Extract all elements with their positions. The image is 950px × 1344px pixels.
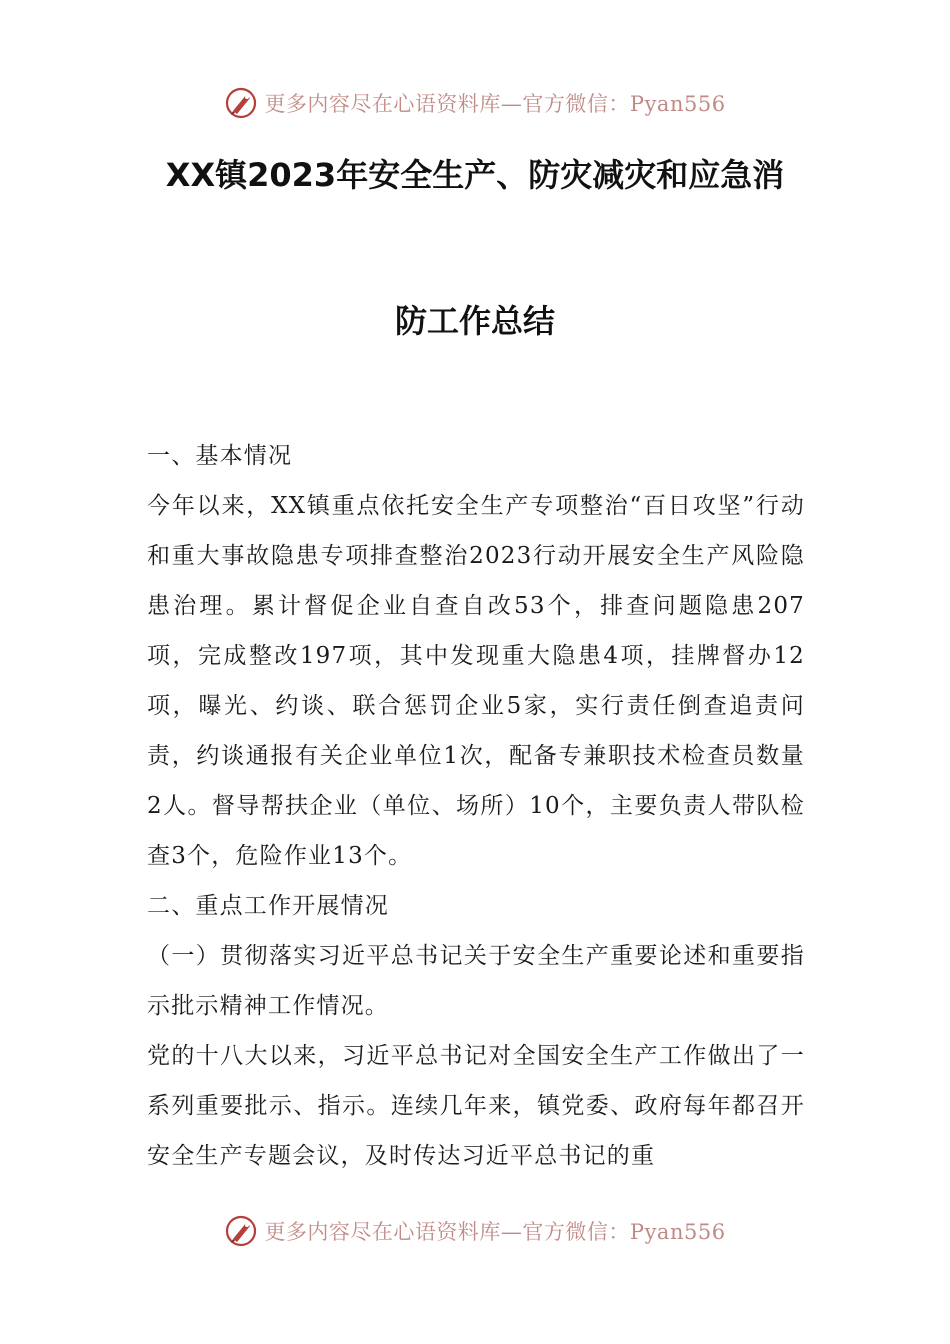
pen-logo-icon [224,1214,258,1248]
header-watermark-banner [0,83,950,123]
paragraph-key-work: 党的十八大以来，习近平总书记对全国安全生产工作做出了一系列重要批示、指示。连续几年来，镇党委、政府每年都召开安全生产专题会议，及时传达习近平总书记的重 [147,1043,805,1169]
section-heading-basic-situation: 一、基本情况 [147,443,293,469]
section-heading-key-work: 二、重点工作开展情况 [147,893,389,919]
document-body [147,431,805,1181]
document-title-line-2: 防工作总结 [394,302,555,340]
subsection-heading-1: （一）贯彻落实习近平总书记关于安全生产重要论述和重要指示批示精神工作情况。 [147,943,805,1019]
pen-logo-icon [224,86,258,120]
document-title-line-1: XX镇2023年安全生产、防灾减灾和应急消 [165,156,785,194]
watermark-text: 更多内容尽在心语资料库—官方微信：Pyan556 [264,1220,726,1244]
footer-watermark-banner [0,1211,950,1251]
watermark-text: 更多内容尽在心语资料库—官方微信：Pyan556 [264,92,726,116]
paragraph-basic-situation: 今年以来，XX镇重点依托安全生产专项整治“百日攻坚”行动和重大事故隐患专项排查整治2023行动开展安全生产风险隐患治理。累计督促企业自查自改53个，排查问题隐患207项，完成整改197项，其中发现重大隐患4项，挂牌督办12项，曝光、约谈、联合惩罚企业5家，实行责任倒查追责问责，约谈通报有关企业单位1次，配备专兼职技术检查员数量2人。督导帮扶企业（单位、场所）10个，主要负责人带队检查3个，危险作业13个。 [147,493,805,869]
